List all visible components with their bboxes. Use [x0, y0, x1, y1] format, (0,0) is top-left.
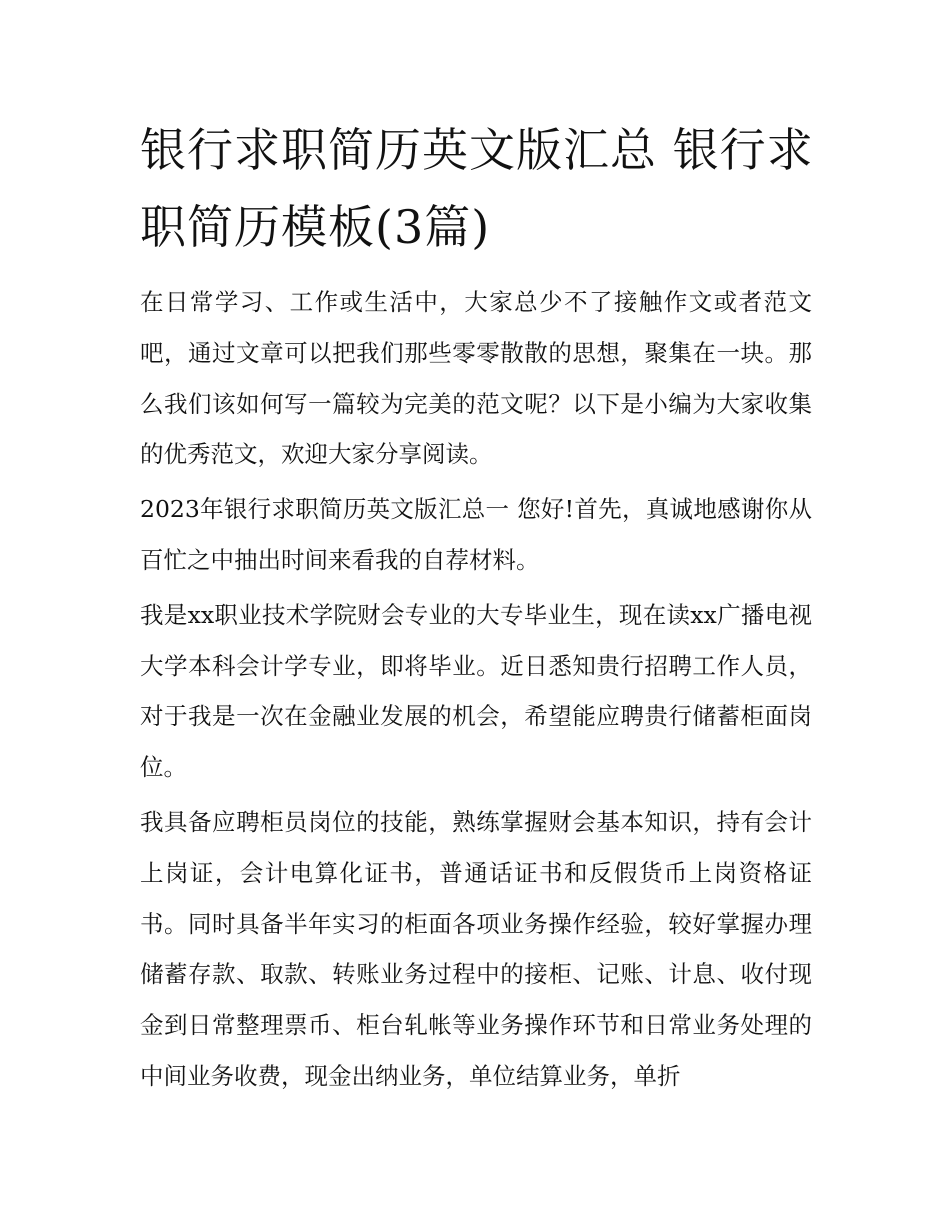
document-body [140, 277, 812, 1106]
paragraph-greeting: 2023年银行求职简历英文版汇总一 您好!首先，真诚地感谢你从百忙之中抽出时间来看我的自荐材料。 [140, 495, 812, 574]
paragraph-self-introduction: 我是xx职业技术学院财会专业的大专毕业生，现在读xx广播电视大学本科会计学专业，即将毕业。近日悉知贵行招聘工作人员，对于我是一次在金融业发展的机会，希望能应聘贵行储蓄柜面岗位。 [140, 600, 812, 782]
document-title: 银行求职简历英文版汇总 银行求职简历模板(3篇) [140, 123, 814, 254]
paragraph-intro: 在日常学习、工作或生活中，大家总少不了接触作文或者范文吧，通过文章可以把我们那些零零散散的思想，聚集在一块。那么我们该如何写一篇较为完美的范文呢？以下是小编为大家收集的优秀范文，欢迎大家分享阅读。 [140, 288, 812, 469]
paragraph-skills: 我具备应聘柜员岗位的技能，熟练掌握财会基本知识，持有会计上岗证，会计电算化证书，普通话证书和反假货币上岗资格证书。同时具备半年实习的柜面各项业务操作经验，较好掌握办理储蓄存款、取款、转账业务过程中的接柜、记账、计息、收付现金到日常整理票币、柜台轧帐等业务操作环节和日常业务处理的中间业务收费，现金出纳业务，单位结算业务，单折 [140, 807, 812, 1090]
